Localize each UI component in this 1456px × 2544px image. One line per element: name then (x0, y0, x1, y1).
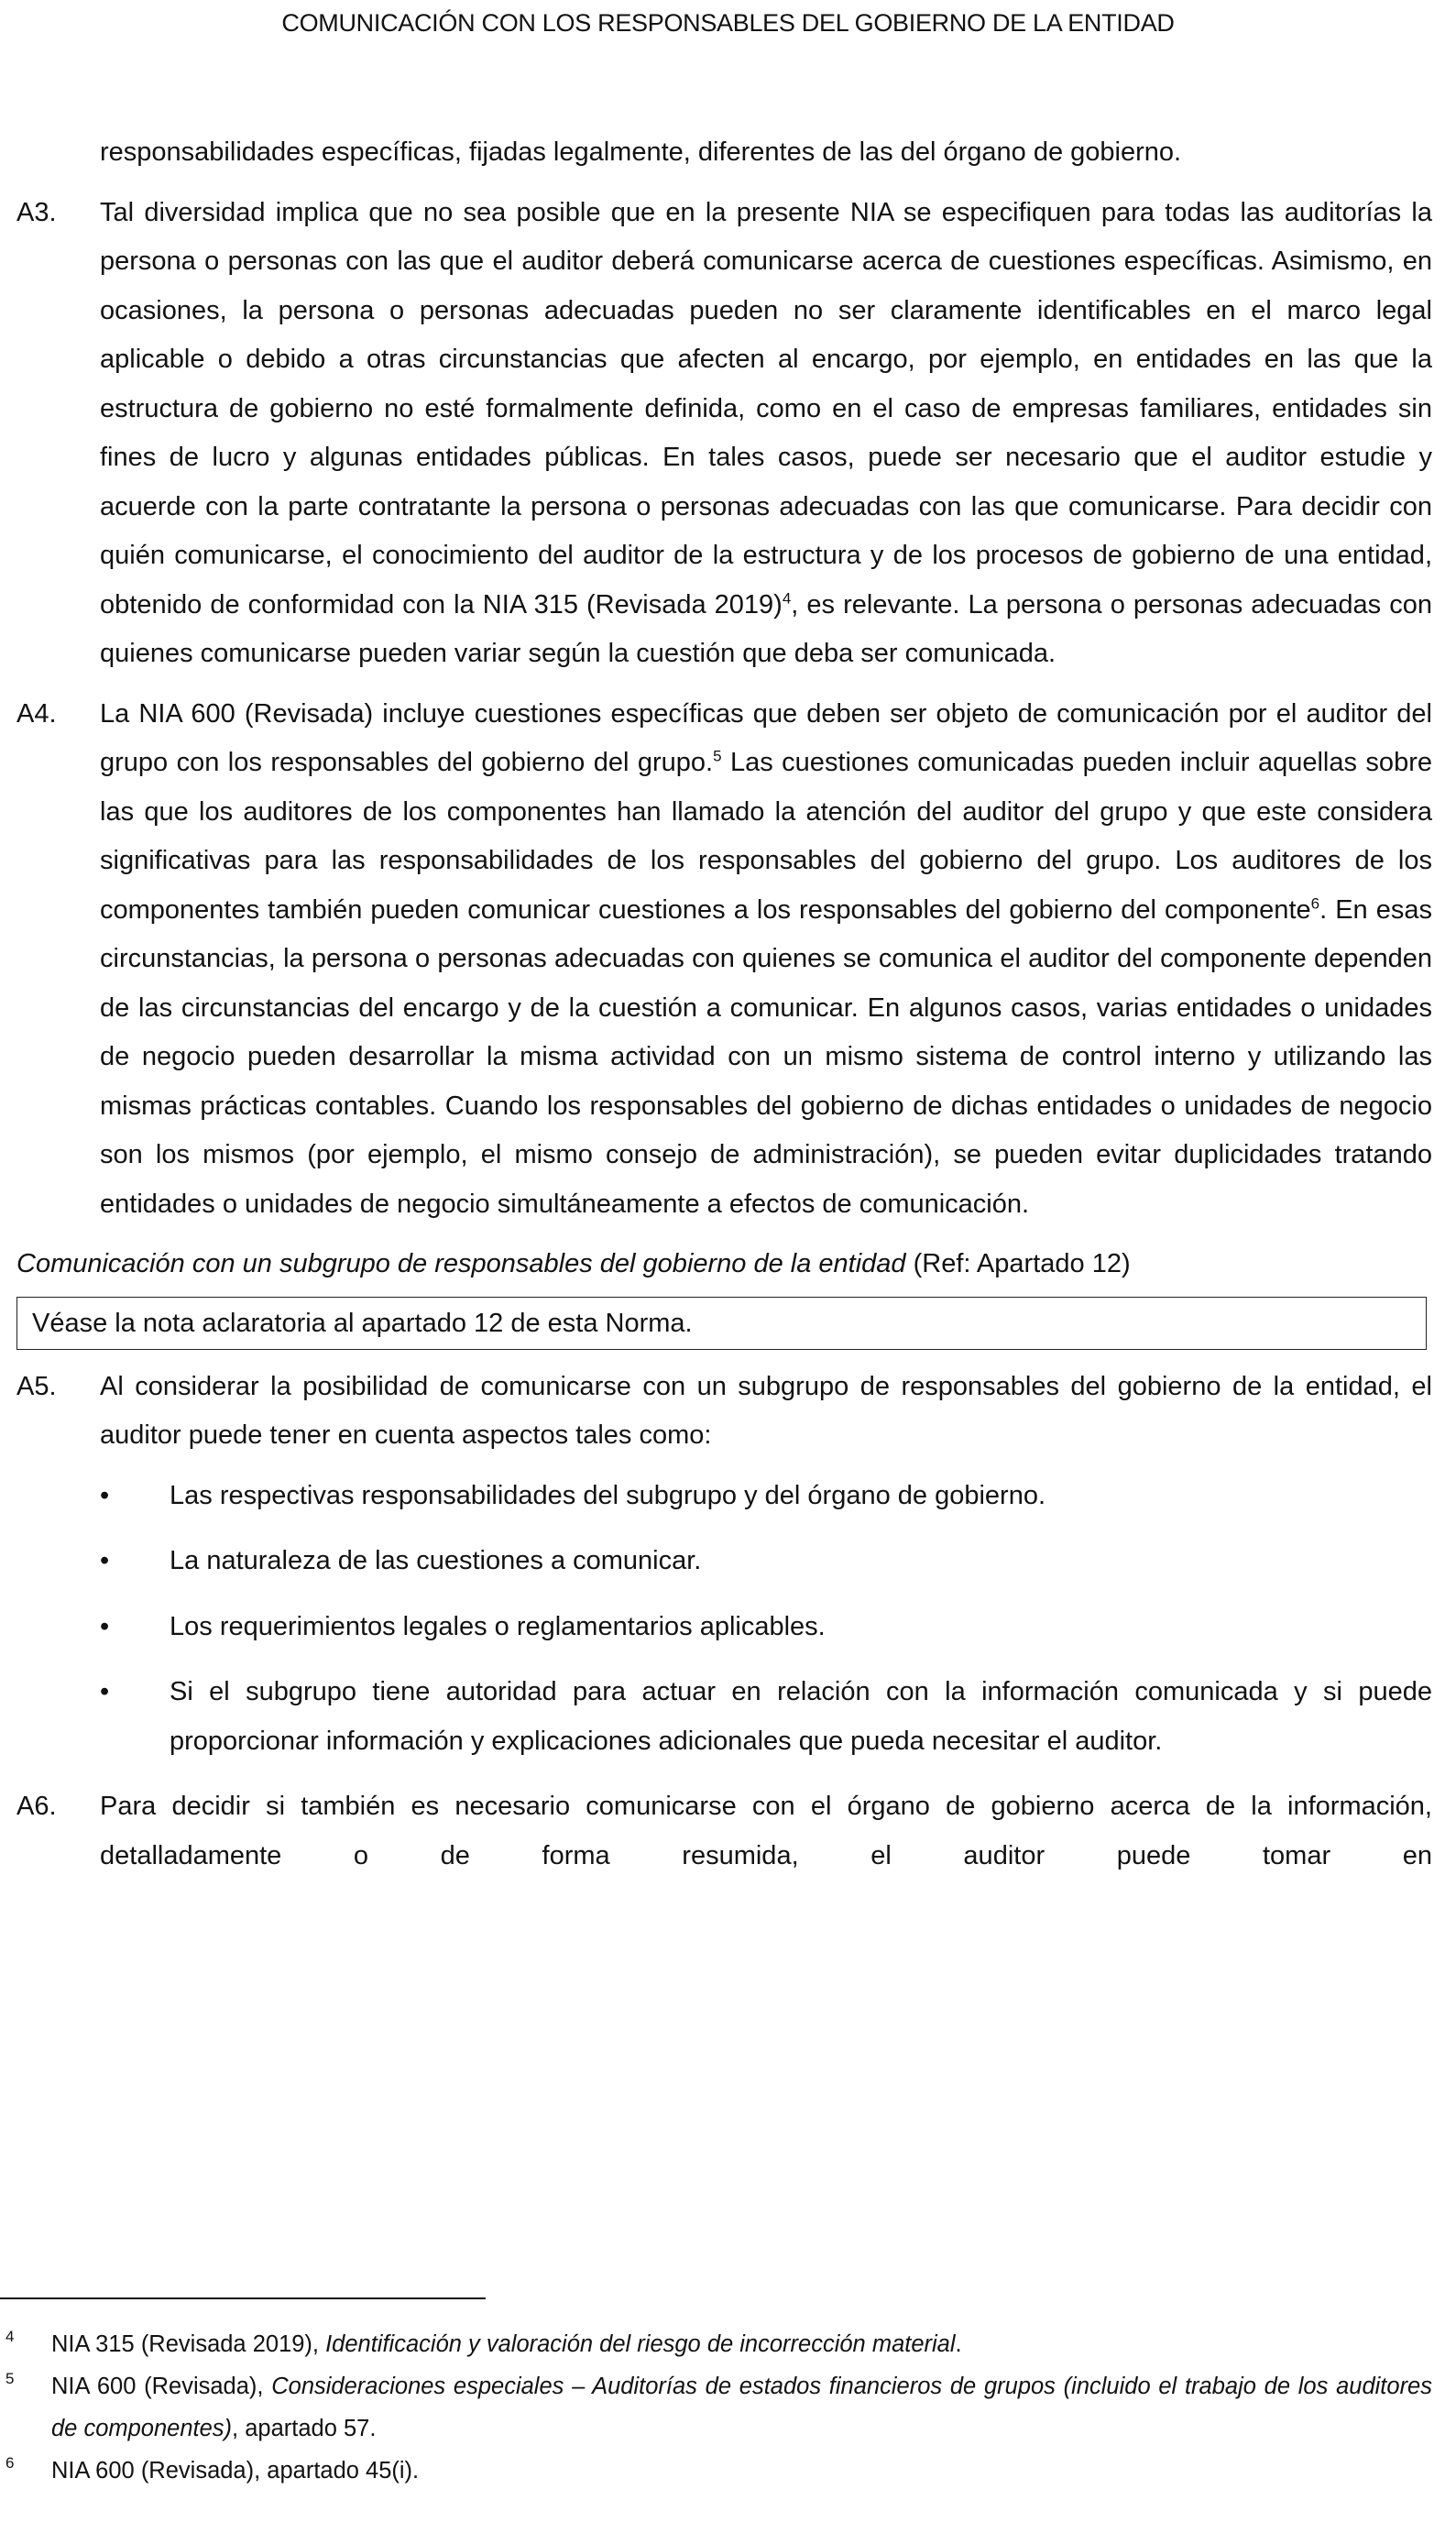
bullet-icon: • (100, 1546, 110, 1575)
paragraph-number: A3. (16, 197, 57, 227)
paragraph-number: A6. (16, 1792, 57, 1821)
footnote-ref-5[interactable]: 5 (713, 747, 722, 765)
paragraph-a3 (16, 189, 1432, 679)
paragraph-number: A5. (16, 1371, 57, 1401)
paragraph-text: , es relevante. La persona o personas adecuadas con quienes comunicarse pueden variar según la cuestión que deba ser comunicada. (100, 589, 1432, 668)
footnote-ref-6[interactable]: 6 (1310, 894, 1320, 912)
bullet-icon: • (100, 1677, 110, 1706)
bullet-list (100, 1472, 1432, 1767)
paragraph-number: A4. (16, 698, 57, 729)
paragraph-text: Las cuestiones comunicadas pueden incluir aquellas sobre las que los auditores de los componentes han llamado la atención del auditor del grupo y que este considera significativas para las responsabilidades de los responsables del gobierno del grupo. Los auditores de los componentes también pueden comunicar cuestiones a los responsables del gobierno del componente (100, 748, 1432, 925)
section-subheading (16, 1240, 1432, 1289)
footnotes (0, 2323, 1432, 2492)
bullet-icon: • (100, 1611, 110, 1641)
footnote-text: NIA 600 (Revisada), apartado 45(i). (51, 2458, 420, 2484)
footnote-5 (0, 2365, 1432, 2450)
footnote-number: 5 (5, 2370, 15, 2387)
paragraph-a6 (16, 1782, 1432, 1881)
footnote-number: 4 (5, 2328, 15, 2345)
subheading-title: Comunicación con un subgrupo de responsables del gobierno de la entidad (16, 1249, 906, 1278)
paragraph-text: Para decidir si también es necesario comunicarse con el órgano de gobierno acerca de la información, detalladamente o de forma resumida, el auditor puede tomar en (100, 1792, 1432, 1870)
paragraph-text: Tal diversidad implica que no sea posible que en la presente NIA se especifiquen para todas las auditorías la persona o personas con las que el auditor deberá comunicarse acerca de cuestiones específicas. Asimismo, en ocasiones, la persona o personas adecuadas pueden no ser claramente identificables en el marco legal aplicable o debido a otras circunstancias que afecten al encargo, por ejemplo, en entidades en las que la estructura de gobierno no esté formalmente definida, como en el caso de empresas familiares, entidades sin fines de lucro y algunas entidades públicas. En tales casos, puede ser necesario que el auditor estudie y acuerde con la parte contratante la persona o personas adecuadas con las que comunicarse. Para decidir con quién comunicarse, el conocimiento del auditor de la estructura y de los procesos de gobierno de una entidad, obtenido de conformidad con la NIA 315 (Revisada 2019) (100, 197, 1432, 620)
list-item-text: Las respectivas responsabilidades del subgrupo y del órgano de gobierno. (170, 1480, 1046, 1510)
paragraph-a4 (16, 690, 1432, 1230)
paragraph-text: Al considerar la posibilidad de comunicarse con un subgrupo de responsables del gobierno de la entidad, el auditor puede tener en cuenta aspectos tales como: (100, 1371, 1432, 1450)
footnote-separator (0, 2297, 486, 2299)
footnote-title: Identificación y valoración del riesgo de incorrección material (325, 2331, 956, 2357)
footnote-4 (0, 2323, 1432, 2365)
footnote-title: Consideraciones especiales – Auditorías de estados financieros de grupos (incluido el trabajo de los auditores de componentes) (51, 2374, 1432, 2441)
paragraph-a5 (16, 1363, 1432, 1461)
running-header: COMUNICACIÓN CON LOS RESPONSABLES DEL GOBIERNO DE LA ENTIDAD (281, 9, 1175, 37)
paragraph-text: . En esas circunstancias, la persona o personas adecuadas con quienes se comunica el auditor del componente dependen de las circunstancias del encargo y de la cuestión a comunicar. En algunos casos, varias entidades o unidades de negocio pueden desarrollar la misma actividad con un mismo sistema de control interno y utilizando las mismas prácticas contables. Cuando los responsables del gobierno de dichas entidades o unidades de negocio son los mismos (por ejemplo, el mismo consejo de administración), se pueden evitar duplicidades tratando entidades o unidades de negocio simultáneamente a efectos de comunicación. (100, 894, 1432, 1219)
subheading-ref: (Ref: Apartado 12) (905, 1249, 1131, 1278)
footnote-text: NIA 600 (Revisada), (51, 2374, 272, 2399)
footnote-6 (0, 2450, 1432, 2492)
paragraph-continuation (16, 128, 1432, 178)
footnote-number: 6 (5, 2454, 15, 2472)
paragraph-text: La NIA 600 (Revisada) incluye cuestiones específicas que deben ser objeto de comunicación por el auditor del grupo con los responsables del gobierno del grupo. (100, 698, 1432, 777)
list-item (100, 1537, 1432, 1586)
body-content (16, 128, 1432, 1892)
list-item-text: Si el subgrupo tiene autoridad para actuar en relación con la información comunicada y si puede proporcionar información y explicaciones adicionales que pueda necesitar el auditor. (170, 1677, 1432, 1756)
bullet-icon: • (100, 1480, 110, 1510)
footnote-text: . (955, 2331, 962, 2357)
list-item-text: La naturaleza de las cuestiones a comunicar. (170, 1546, 702, 1575)
list-item (100, 1603, 1432, 1652)
paragraph-text: responsabilidades específicas, fijadas legalmente, diferentes de las del órgano de gobierno. (100, 137, 1182, 167)
clarifying-note-box: Véase la nota aclaratoria al apartado 12 de esta Norma. (16, 1297, 1427, 1350)
footnote-text: NIA 315 (Revisada 2019), (51, 2331, 326, 2357)
footnote-text: , apartado 57. (232, 2416, 377, 2441)
list-item (100, 1668, 1432, 1766)
list-item-text: Los requerimientos legales o reglamentarios aplicables. (170, 1611, 826, 1641)
list-item (100, 1472, 1432, 1521)
footnote-ref-4[interactable]: 4 (782, 588, 792, 607)
